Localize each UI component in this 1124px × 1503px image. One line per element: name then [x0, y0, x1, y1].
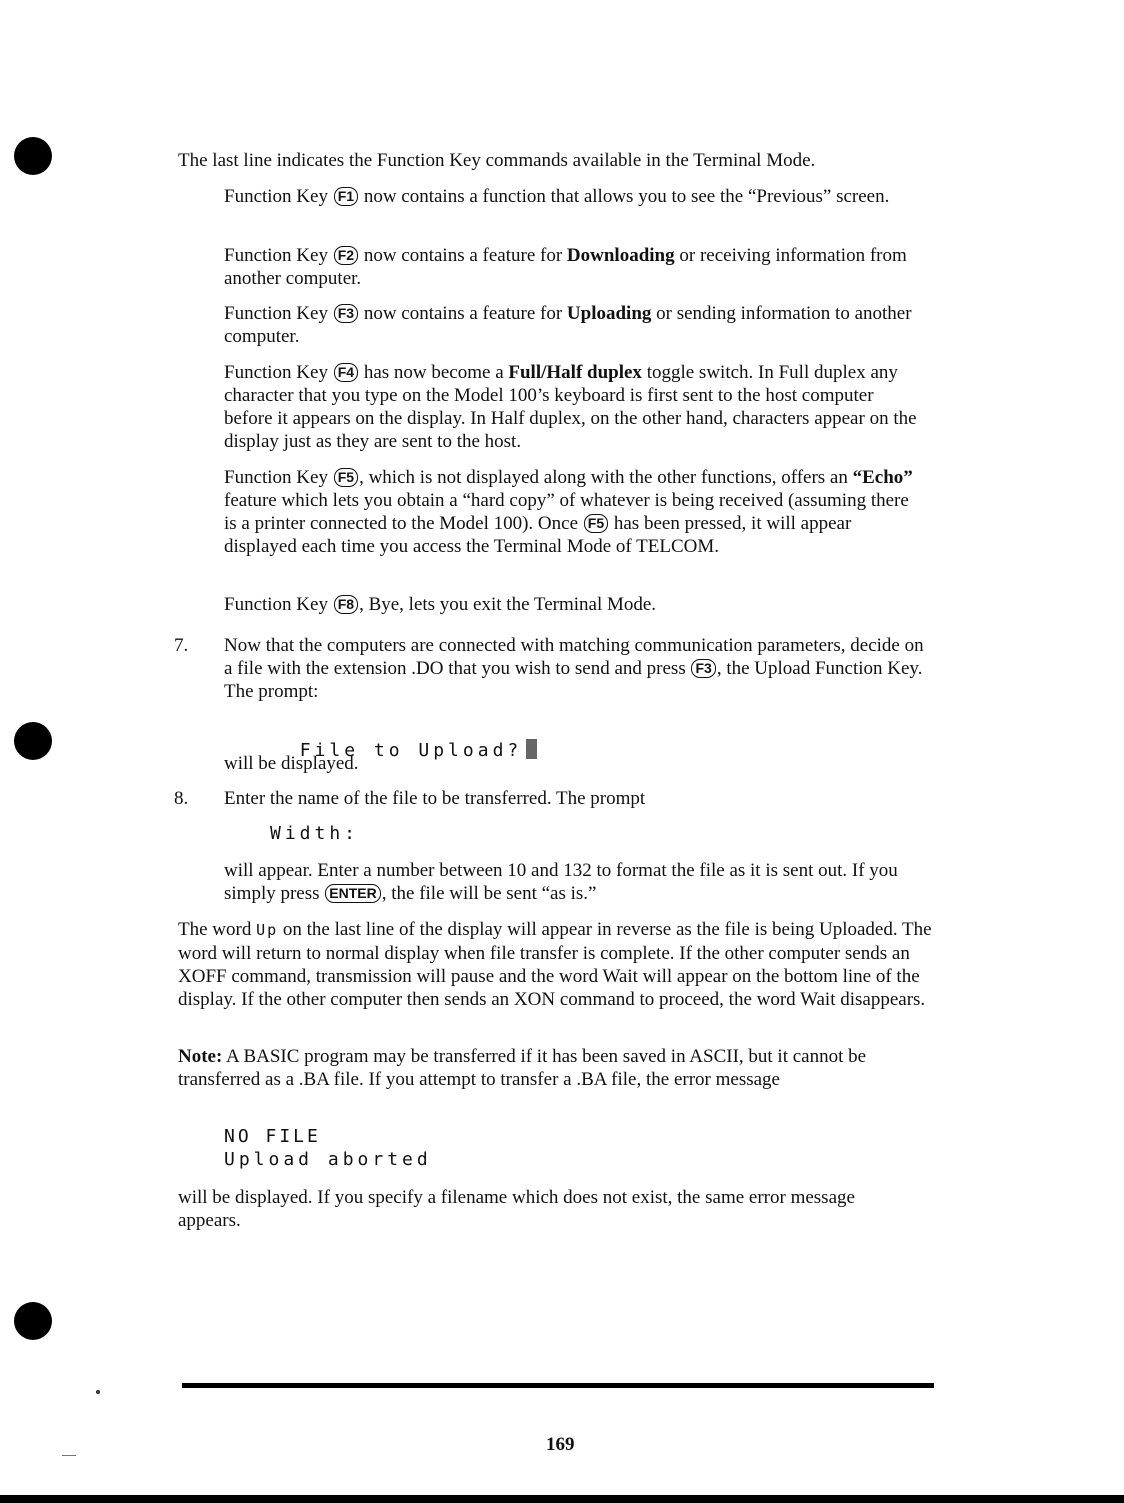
- f8-paragraph: [224, 593, 924, 616]
- enter-key-icon: ENTER: [325, 884, 380, 903]
- step-7-paragraph: [224, 634, 928, 703]
- width-prompt: Width:: [270, 823, 360, 844]
- up-code: Up: [256, 921, 279, 939]
- f4-post: toggle switch. In Full duplex any character that you type on the Model 100’s keyboard is first sent to the host computer before it appears on the display. In Half duplex, on the other hand, characters appear on the display just as they are sent to the host.: [224, 362, 917, 452]
- displayed-text: will be displayed.: [224, 753, 359, 774]
- f3-pre: Function Key: [224, 303, 328, 324]
- f4-key-icon: F4: [334, 363, 358, 382]
- f3-key-icon: F3: [334, 304, 358, 323]
- f3-post: or sending information to another computer.: [224, 303, 912, 347]
- f2-key-icon: F2: [334, 246, 358, 265]
- f3-mid: now contains a feature for: [363, 303, 563, 324]
- width-post: , the file will be sent “as is.”: [381, 883, 597, 904]
- step-8-paragraph: Enter the name of the file to be transferred. The prompt: [224, 788, 646, 809]
- f2-mid: now contains a feature for: [363, 245, 563, 266]
- f8-pre: Function Key: [224, 594, 328, 615]
- width-pre: will appear. Enter a number between 10 and 132 to format the file as it is sent out. If you simply press: [224, 860, 898, 904]
- step-7-f3-key-icon: F3: [691, 659, 715, 678]
- f5-key-icon-2: F5: [584, 514, 608, 533]
- f4-mid: has now become a: [363, 362, 504, 383]
- closing-paragraph: will be displayed. If you specify a filename which does not exist, the same error message appears.: [178, 1187, 855, 1231]
- punch-hole-bottom: [14, 1302, 52, 1340]
- step-8-number: 8.: [174, 788, 189, 809]
- f1-paragraph: [224, 185, 924, 208]
- f5-paragraph: [224, 466, 924, 558]
- error-line-2: Upload aborted: [224, 1149, 432, 1170]
- f1-post: now contains a function that allows you to see the “Previous” screen.: [363, 186, 890, 207]
- step-7-text: Now that the computers are connected with matching communication parameters, decide on a file with the extension .DO that you wish to send and press: [224, 635, 924, 679]
- note-paragraph: [178, 1045, 898, 1091]
- upload-word-paragraph: [178, 918, 938, 1011]
- f8-post: , Bye, lets you exit the Terminal Mode.: [359, 594, 657, 615]
- f5-pre: Function Key: [224, 467, 328, 488]
- width-paragraph: [224, 859, 924, 905]
- f5-key-icon: F5: [334, 468, 358, 487]
- f8-key-icon: F8: [334, 595, 358, 614]
- step-7-number: 7.: [174, 635, 189, 656]
- word-post: on the last line of the display will appear in reverse as the file is being Uploaded. The word will return to normal display when file transfer is complete. If the other computer sends an XOFF command, transmission will pause and the word Wait will appear on the bottom line of the display. If the other computer then sends an XON command to proceed, the word Wait disappears.: [178, 919, 932, 1010]
- f4-pre: Function Key: [224, 362, 328, 383]
- f5-post2: has been pressed, it will appear displayed each time you access the Terminal Mode of TELCOM.: [224, 513, 852, 557]
- f2-bold: Downloading: [566, 245, 675, 266]
- f5-mid: , which is not displayed along with the other functions, offers an: [359, 467, 848, 488]
- punch-hole-top: [14, 137, 52, 175]
- punch-hole-middle: [14, 722, 52, 760]
- upload-prompt-text: File to Upload?: [299, 740, 523, 761]
- f3-paragraph: [224, 302, 924, 348]
- margin-dash: [62, 1455, 76, 1456]
- word-pre: The word: [178, 919, 252, 940]
- intro-paragraph: The last line indicates the Function Key commands available in the Terminal Mode.: [178, 150, 816, 171]
- bottom-edge-bar: [0, 1495, 1124, 1503]
- note-label: Note:: [178, 1046, 223, 1067]
- f4-paragraph: [224, 361, 924, 453]
- f1-key-icon: F1: [334, 187, 358, 206]
- page-number: 169: [546, 1434, 575, 1455]
- f5-post1: feature which lets you obtain a “hard copy” of whatever is being received (assuming there is a printer connected to the Model 100). Once: [224, 490, 909, 534]
- f5-bold: “Echo”: [852, 467, 913, 488]
- f2-pre: Function Key: [224, 245, 328, 266]
- step-7-post: , the Upload Function Key. The prompt:: [224, 658, 923, 702]
- f1-pre: Function Key: [224, 186, 328, 207]
- note-text: A BASIC program may be transferred if it has been saved in ASCII, but it cannot be transferred as a .BA file. If you attempt to transfer a .BA file, the error message: [178, 1046, 867, 1090]
- footer-rule: [182, 1383, 934, 1388]
- f2-paragraph: [224, 244, 924, 290]
- speck-mark: [96, 1390, 100, 1394]
- error-line-1: NO FILE: [224, 1126, 321, 1147]
- f2-post: or receiving information from another computer.: [224, 245, 907, 289]
- f3-bold: Uploading: [566, 303, 652, 324]
- f4-bold: Full/Half duplex: [508, 362, 642, 383]
